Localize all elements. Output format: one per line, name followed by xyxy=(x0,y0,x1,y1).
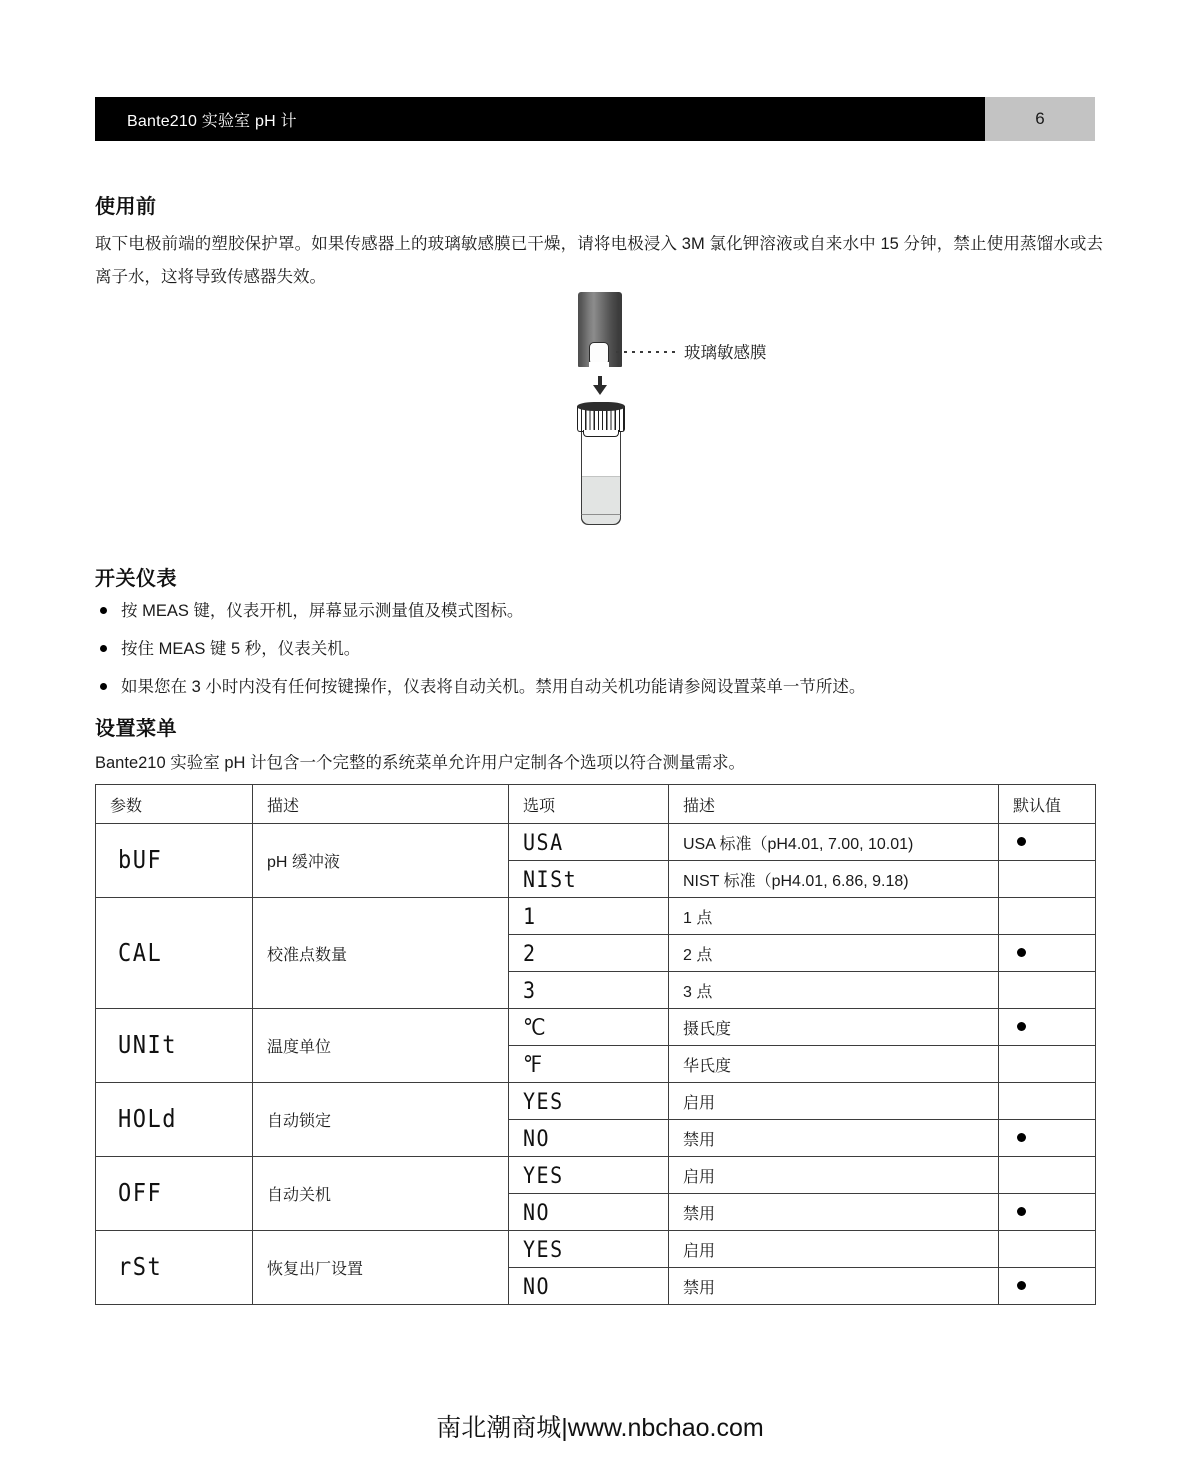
option-description-cell: 摄氏度 xyxy=(669,1009,999,1046)
option-lcd-text: ℃ xyxy=(523,1013,547,1041)
bullet-dot-icon xyxy=(95,598,121,614)
bottle-cap-top xyxy=(577,402,625,411)
down-arrow-icon xyxy=(592,376,608,396)
option-description-cell: 禁用 xyxy=(669,1194,999,1231)
bottle-base xyxy=(581,514,621,525)
electrode-notch xyxy=(589,362,609,368)
option-lcd-text: ℉ xyxy=(523,1050,544,1078)
option-description-cell: 3 点 xyxy=(669,972,999,1009)
default-value-cell xyxy=(999,1120,1096,1157)
default-value-cell xyxy=(999,1083,1096,1120)
arrow-head xyxy=(593,385,607,395)
parameter-lcd-text: HOLd xyxy=(118,1105,177,1134)
option-cell xyxy=(509,1157,669,1194)
option-cell xyxy=(509,1268,669,1305)
column-header-option: 选项 xyxy=(509,785,669,824)
option-description-cell: 1 点 xyxy=(669,898,999,935)
option-lcd-text: NISt xyxy=(523,865,578,893)
list-item-text: 按住 MEAS 键 5 秒，仪表关机。 xyxy=(121,640,361,658)
parameter-lcd-text: bUF xyxy=(118,846,163,875)
option-cell xyxy=(509,972,669,1009)
page-number-box xyxy=(985,97,1095,141)
paragraph-setup-menu: Bante210 实验室 pH 计包含一个完整的系统菜单允许用户定制各个选项以符合测量需求。 xyxy=(95,754,745,772)
parameter-description-cell: 自动锁定 xyxy=(253,1083,509,1157)
column-header-description: 描述 xyxy=(253,785,509,824)
option-lcd-text: YES xyxy=(523,1161,564,1189)
table-row xyxy=(96,898,1096,935)
list-item-text: 按 MEAS 键，仪表开机，屏幕显示测量值及模式图标。 xyxy=(121,602,524,620)
option-description-cell: NIST 标准（pH4.01, 6.86, 9.18) xyxy=(669,861,999,898)
storage-bottle-icon xyxy=(574,402,628,528)
column-header-parameter: 参数 xyxy=(96,785,253,824)
option-description-cell: 禁用 xyxy=(669,1268,999,1305)
option-cell xyxy=(509,1009,669,1046)
table-row xyxy=(96,1157,1096,1194)
page-number: 6 xyxy=(1035,109,1045,128)
default-marker-icon xyxy=(1017,1022,1026,1031)
option-cell xyxy=(509,935,669,972)
option-description-cell: 启用 xyxy=(669,1231,999,1268)
option-cell xyxy=(509,898,669,935)
option-cell xyxy=(509,1231,669,1268)
parameter-lcd-text: UNIt xyxy=(118,1031,177,1060)
table-row xyxy=(96,1009,1096,1046)
option-cell xyxy=(509,861,669,898)
heading-setup-menu: 设置菜单 xyxy=(95,718,177,740)
electrode-probe-icon xyxy=(578,292,622,367)
power-bullet-list xyxy=(95,598,1100,712)
default-value-cell xyxy=(999,898,1096,935)
column-header-option-description: 描述 xyxy=(669,785,999,824)
bullet-dot-icon xyxy=(95,636,121,652)
heading-power: 开关仪表 xyxy=(95,568,177,590)
option-lcd-text: YES xyxy=(523,1235,564,1263)
option-lcd-text: 2 xyxy=(523,939,537,967)
list-item xyxy=(95,636,1100,662)
document-title: Bante210 实验室 pH 计 xyxy=(127,112,297,130)
option-lcd-text: 1 xyxy=(523,902,537,930)
parameter-lcd-text: CAL xyxy=(118,939,163,967)
heading-before-use: 使用前 xyxy=(95,196,157,218)
parameter-description-cell: 自动关机 xyxy=(253,1157,509,1231)
option-lcd-text: NO xyxy=(523,1272,551,1300)
header-title-bar xyxy=(95,97,985,141)
default-value-cell xyxy=(999,1231,1096,1268)
default-value-cell xyxy=(999,935,1096,972)
option-cell xyxy=(509,824,669,861)
option-cell xyxy=(509,1194,669,1231)
option-description-cell: 启用 xyxy=(669,1083,999,1120)
default-value-cell xyxy=(999,972,1096,1009)
page-footer: 南北潮商城|www.nbchao.com xyxy=(436,1414,764,1442)
figure-label-glass-membrane: 玻璃敏感膜 xyxy=(684,344,767,362)
option-lcd-text: NO xyxy=(523,1198,551,1226)
parameter-cell xyxy=(96,1231,253,1305)
default-value-cell xyxy=(999,1268,1096,1305)
default-value-cell xyxy=(999,861,1096,898)
parameter-description-cell: 校准点数量 xyxy=(253,898,509,1009)
parameter-cell xyxy=(96,1157,253,1231)
bullet-dot-icon xyxy=(95,674,121,690)
table-row xyxy=(96,1083,1096,1120)
table-row xyxy=(96,1231,1096,1268)
settings-menu-table-wrapper xyxy=(95,784,1095,1305)
parameter-lcd-text: OFF xyxy=(118,1179,163,1208)
parameter-description-cell: pH 缓冲液 xyxy=(253,824,509,898)
default-marker-icon xyxy=(1017,1133,1026,1142)
option-cell xyxy=(509,1120,669,1157)
option-description-cell: 华氏度 xyxy=(669,1046,999,1083)
list-item xyxy=(95,598,1100,624)
list-item xyxy=(95,674,1100,700)
settings-menu-table xyxy=(95,784,1096,1305)
default-marker-icon xyxy=(1017,1207,1026,1216)
default-value-cell xyxy=(999,824,1096,861)
option-cell xyxy=(509,1083,669,1120)
parameter-cell xyxy=(96,1083,253,1157)
option-lcd-text: NO xyxy=(523,1124,551,1152)
table-row xyxy=(96,824,1096,861)
default-value-cell xyxy=(999,1194,1096,1231)
option-lcd-text: 3 xyxy=(523,976,537,1004)
parameter-cell xyxy=(96,898,253,1009)
table-header-row xyxy=(96,785,1096,824)
option-description-cell: USA 标准（pH4.01, 7.00, 10.01) xyxy=(669,824,999,861)
default-marker-icon xyxy=(1017,837,1026,846)
default-value-cell xyxy=(999,1009,1096,1046)
parameter-cell xyxy=(96,1009,253,1083)
leader-line xyxy=(616,351,678,353)
default-marker-icon xyxy=(1017,948,1026,957)
option-lcd-text: YES xyxy=(523,1087,564,1115)
option-cell xyxy=(509,1046,669,1083)
default-value-cell xyxy=(999,1046,1096,1083)
option-description-cell: 启用 xyxy=(669,1157,999,1194)
page-header xyxy=(95,97,1095,141)
column-header-default: 默认值 xyxy=(999,785,1096,824)
option-description-cell: 禁用 xyxy=(669,1120,999,1157)
option-lcd-text: USA xyxy=(523,828,564,856)
option-description-cell: 2 点 xyxy=(669,935,999,972)
default-marker-icon xyxy=(1017,1281,1026,1290)
bottle-cap-lip xyxy=(583,430,619,437)
parameter-lcd-text: rSt xyxy=(118,1253,163,1282)
parameter-cell xyxy=(96,824,253,898)
parameter-description-cell: 恢复出厂设置 xyxy=(253,1231,509,1305)
default-value-cell xyxy=(999,1157,1096,1194)
electrode-soaking-figure xyxy=(540,288,880,533)
parameter-description-cell: 温度单位 xyxy=(253,1009,509,1083)
list-item-text: 如果您在 3 小时内没有任何按键操作，仪表将自动关机。禁用自动关机功能请参阅设置菜单一节所述。 xyxy=(121,678,866,696)
paragraph-before-use: 取下电极前端的塑胶保护罩。如果传感器上的玻璃敏感膜已干燥，请将电极浸入 3M 氯化钾溶液或自来水中 15 分钟，禁止使用蒸馏水或去离子水，这将导致传感器失效。 xyxy=(95,235,1103,286)
